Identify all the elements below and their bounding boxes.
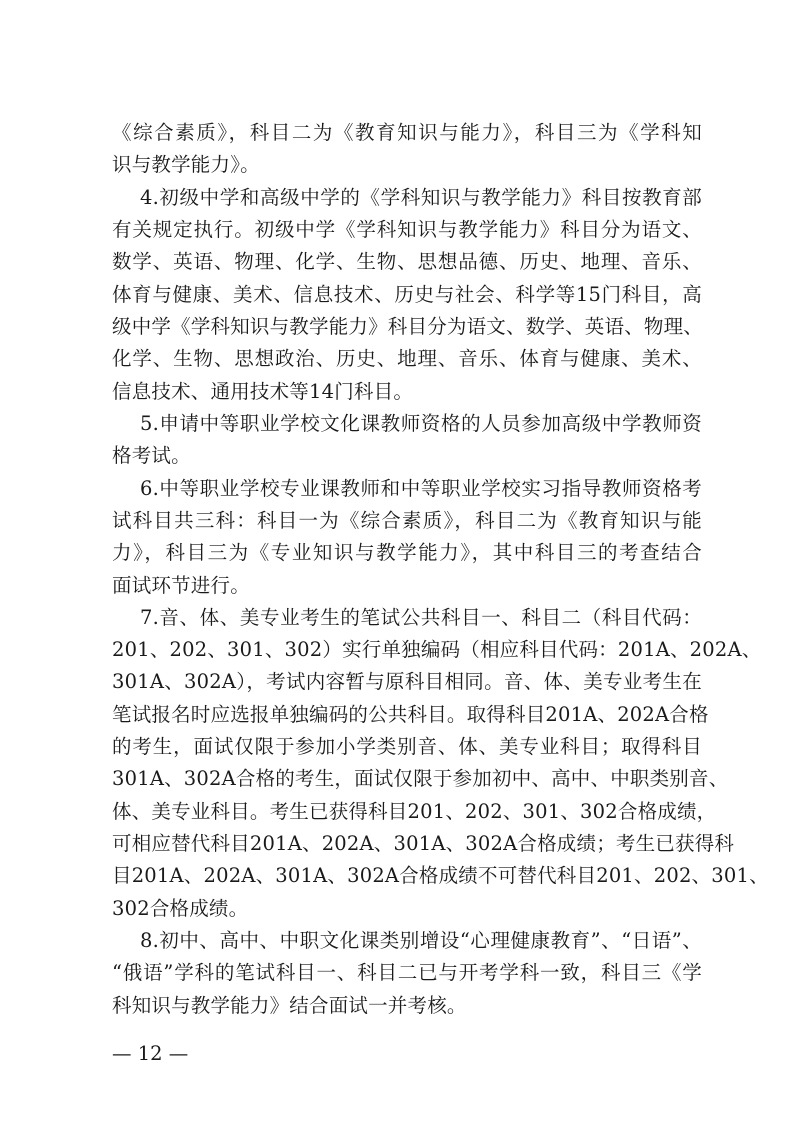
text-line: 识与教学能力》。	[112, 153, 260, 176]
text-line: 体育与健康、美术、信息技术、历史与社会、科学等15门科目，高	[112, 283, 702, 306]
text-line: 笔试报名时应选报单独编码的公共科目。取得科目201A、202A合格	[112, 703, 709, 726]
page-number: — 12 —	[112, 1042, 189, 1065]
text-line: 301A、302A合格的考生，面试仅限于参加初中、高中、中职类别音、	[112, 767, 729, 790]
text-line: 体、美专业科目。考生已获得科目201、202、301、302合格成绩，	[112, 800, 717, 823]
text-line: “俄语”学科的笔试科目一、科目二已与开考学科一致，科目三《学	[112, 961, 702, 984]
text-line: 信息技术、通用技术等14门科目。	[112, 380, 414, 403]
paragraph-8-line: 8.初中、高中、中职文化课类别增设“心理健康教育”、“日语”、	[140, 929, 702, 952]
text-line: 格考试。	[112, 444, 191, 467]
text-line: 的考生，面试仅限于参加小学类别音、体、美专业科目；取得科目	[112, 735, 702, 758]
text-line: 302合格成绩。	[112, 897, 249, 920]
text-line: 301A、302A），考试内容暂与原科目相同。音、体、美专业考生在	[112, 670, 702, 693]
text-line: 《综合素质》，科目二为《教育知识与能力》，科目三为《学科知	[112, 121, 702, 144]
text-line: 面试环节进行。	[112, 574, 250, 597]
text-line: 科知识与教学能力》结合面试一并考核。	[112, 994, 467, 1017]
text-line: 化学、生物、思想政治、历史、地理、音乐、体育与健康、美术、	[112, 347, 702, 370]
paragraph-7-line: 7.音、体、美专业考生的笔试公共科目一、科目二（科目代码：	[140, 606, 702, 629]
text-line: 目201A、202A、301A、302A合格成绩不可替代科目201、202、301、	[112, 864, 769, 887]
paragraph-5-line: 5.申请中等职业学校文化课教师资格的人员参加高级中学教师资	[140, 412, 702, 435]
paragraph-4-line: 4.初级中学和高级中学的《学科知识与教学能力》科目按教育部	[140, 186, 702, 209]
text-line: 试科目共三科：科目一为《综合素质》，科目二为《教育知识与能	[112, 509, 702, 532]
text-line: 数学、英语、物理、化学、生物、思想品德、历史、地理、音乐、	[112, 250, 702, 273]
text-line: 有关规定执行。初级中学《学科知识与教学能力》科目分为语文、	[112, 218, 702, 241]
paragraph-6-line: 6.中等职业学校专业课教师和中等职业学校实习指导教师资格考	[140, 477, 702, 500]
text-line: 级中学《学科知识与教学能力》科目分为语文、数学、英语、物理、	[112, 315, 704, 338]
text-line: 201、202、301、302）实行单独编码（相应科目代码：201A、202A、	[112, 638, 762, 661]
text-line: 力》，科目三为《专业知识与教学能力》，其中科目三的考查结合	[112, 541, 702, 564]
text-line: 可相应替代科目201A、202A、301A、302A合格成绩；考生已获得科	[112, 832, 735, 855]
